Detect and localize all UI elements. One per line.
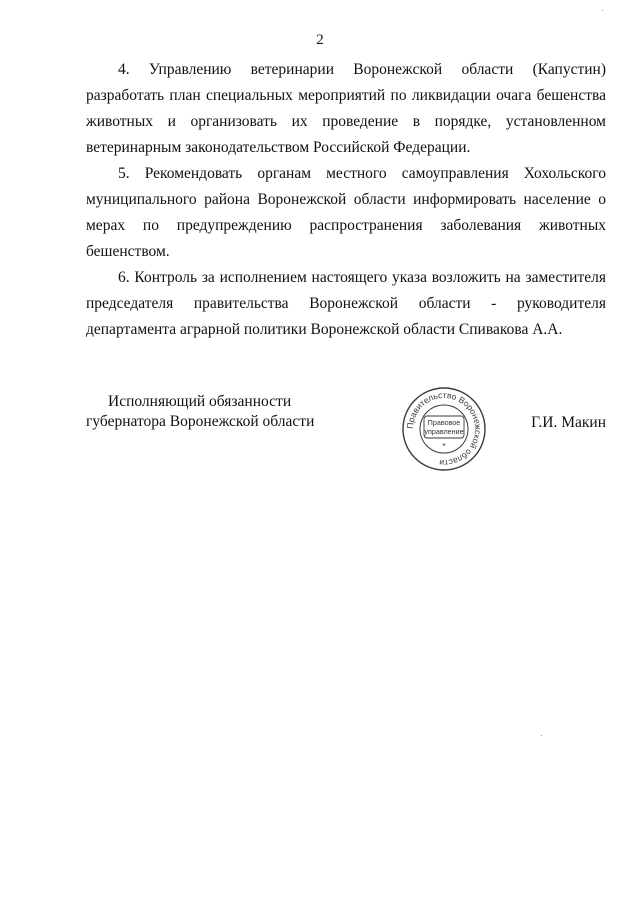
seal-inner-line2: управление bbox=[424, 427, 464, 436]
seal-inner-line1: Правовое bbox=[427, 418, 461, 427]
signatory-title-line1: Исполняющий обязанности bbox=[108, 393, 292, 410]
scan-speck bbox=[541, 735, 542, 736]
paragraph-4: 4. Управлению ветеринарии Воронежской области (Капустин) разработать план специальных мероприятий по ликвидации очага бешенства животных и организовать их проведение в порядке, установленном ветеринарным законодательством Российской Федерации. bbox=[86, 61, 606, 156]
page-number: 2 bbox=[316, 32, 324, 48]
official-seal-stamp bbox=[400, 386, 488, 472]
paragraph-5: 5. Рекомендовать органам местного самоуправления Хохольского муниципального района Воронежской области информировать население о мерах по предупреждению распространения заболевания животных бешенством. bbox=[86, 165, 606, 260]
seal-ring-text: Правительство Воронежской области bbox=[404, 389, 484, 469]
signatory-title-line2: губернатора Воронежской области bbox=[86, 413, 315, 430]
signature-block bbox=[86, 389, 606, 482]
signatory-title bbox=[86, 392, 314, 432]
signatory-name: Г.И. Макин bbox=[531, 414, 606, 431]
scan-speck bbox=[602, 10, 603, 11]
document-body bbox=[86, 57, 606, 343]
seal-star: * bbox=[442, 442, 446, 451]
paragraph-6: 6. Контроль за исполнением настоящего указа возложить на заместителя председателя правительства Воронежской области - руководителя департамента аграрной политики Воронежской области Спивакова А.А. bbox=[86, 269, 606, 338]
